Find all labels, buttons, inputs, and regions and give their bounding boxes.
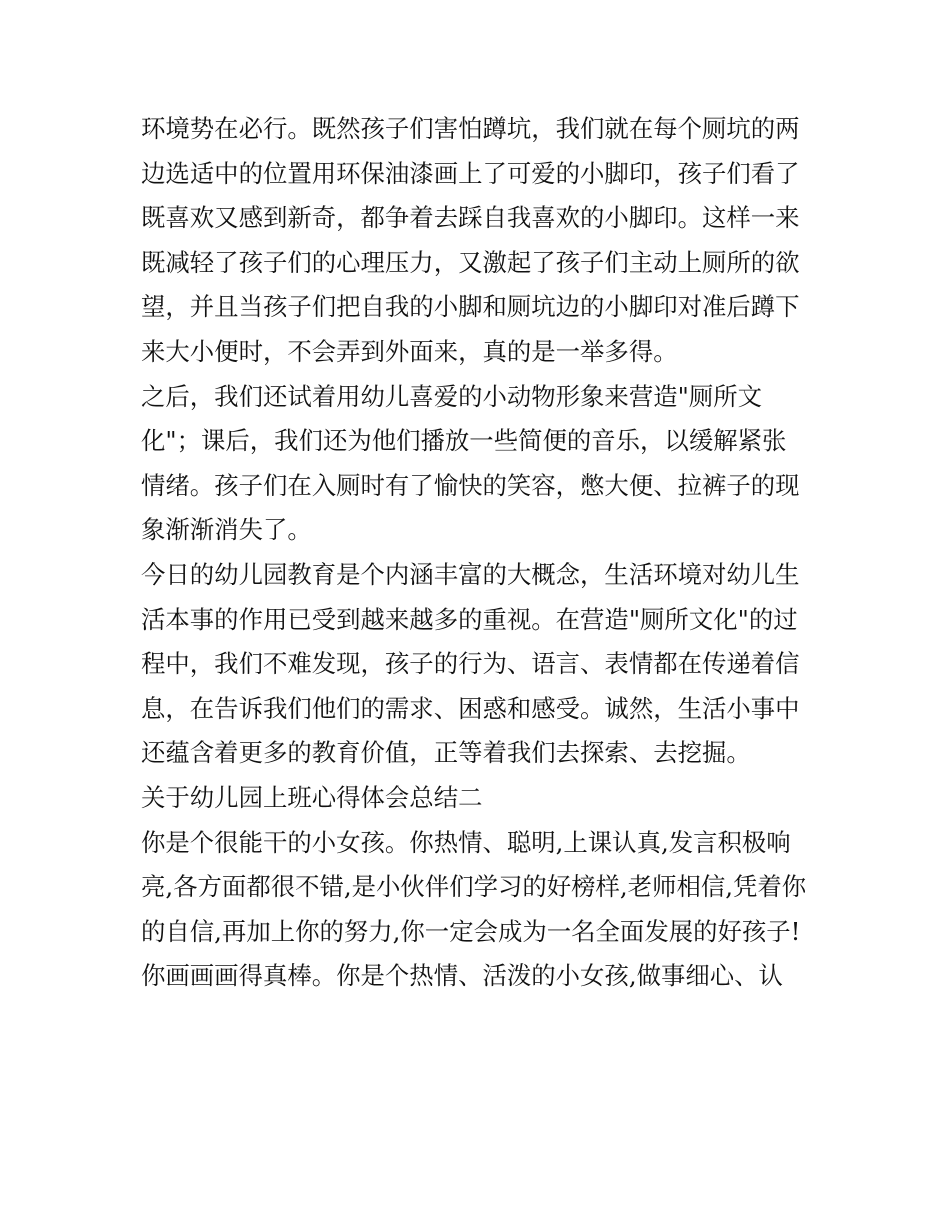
text-line: 情绪。孩子们在入厕时有了愉快的笑容，憋大便、拉裤子的现 [141,470,800,500]
text-line: 程中，我们不难发现，孩子的行为、语言、表情都在传递着信 [141,649,800,679]
text-line: 还蕴含着更多的教育价值，正等着我们去探索、去挖掘。 [141,738,751,768]
text-line: 你画画画得真棒。你是个热情、活泼的小女孩,做事细心、认 [141,961,783,991]
text-line: 的自信,再加上你的努力,你一定会成为一名全面发展的好孩子! [141,916,801,946]
text-line: 望，并且当孩子们把自我的小脚和厕坑边的小脚印对准后蹲下 [141,292,800,322]
text-line: 亮,各方面都很不错,是小伙伴们学习的好榜样,老师相信,凭着你 [141,872,807,902]
text-line: 之后，我们还试着用幼儿喜爱的小动物形象来营造"厕所文 [141,381,762,411]
text-line: 既减轻了孩子们的心理压力，又激起了孩子们主动上厕所的欲 [141,247,800,277]
section-heading: 关于幼儿园上班心得体会总结二 [141,782,483,812]
text-line: 边选适中的位置用环保油漆画上了可爱的小脚印，孩子们看了 [141,158,800,188]
text-line: 今日的幼儿园教育是个内涵丰富的大概念，生活环境对幼儿生 [141,559,800,589]
text-line: 化"；课后，我们还为他们播放一些简便的音乐，以缓解紧张 [141,426,787,456]
text-line: 活本事的作用已受到越来越多的重视。在营造"厕所文化"的过 [141,604,798,634]
text-line: 既喜欢又感到新奇，都争着去踩自我喜欢的小脚印。这样一来 [141,203,800,233]
text-line: 来大小便时，不会弄到外面来，真的是一举多得。 [141,336,678,366]
text-line: 环境势在必行。既然孩子们害怕蹲坑，我们就在每个厕坑的两 [141,114,800,143]
text-line: 你是个很能干的小女孩。你热情、聪明,上课认真,发言积极响 [141,827,791,857]
text-line: 息，在告诉我们他们的需求、困惑和感受。诚然，生活小事中 [141,693,800,723]
text-line: 象渐渐消失了。 [141,515,312,545]
document-body [141,107,821,999]
